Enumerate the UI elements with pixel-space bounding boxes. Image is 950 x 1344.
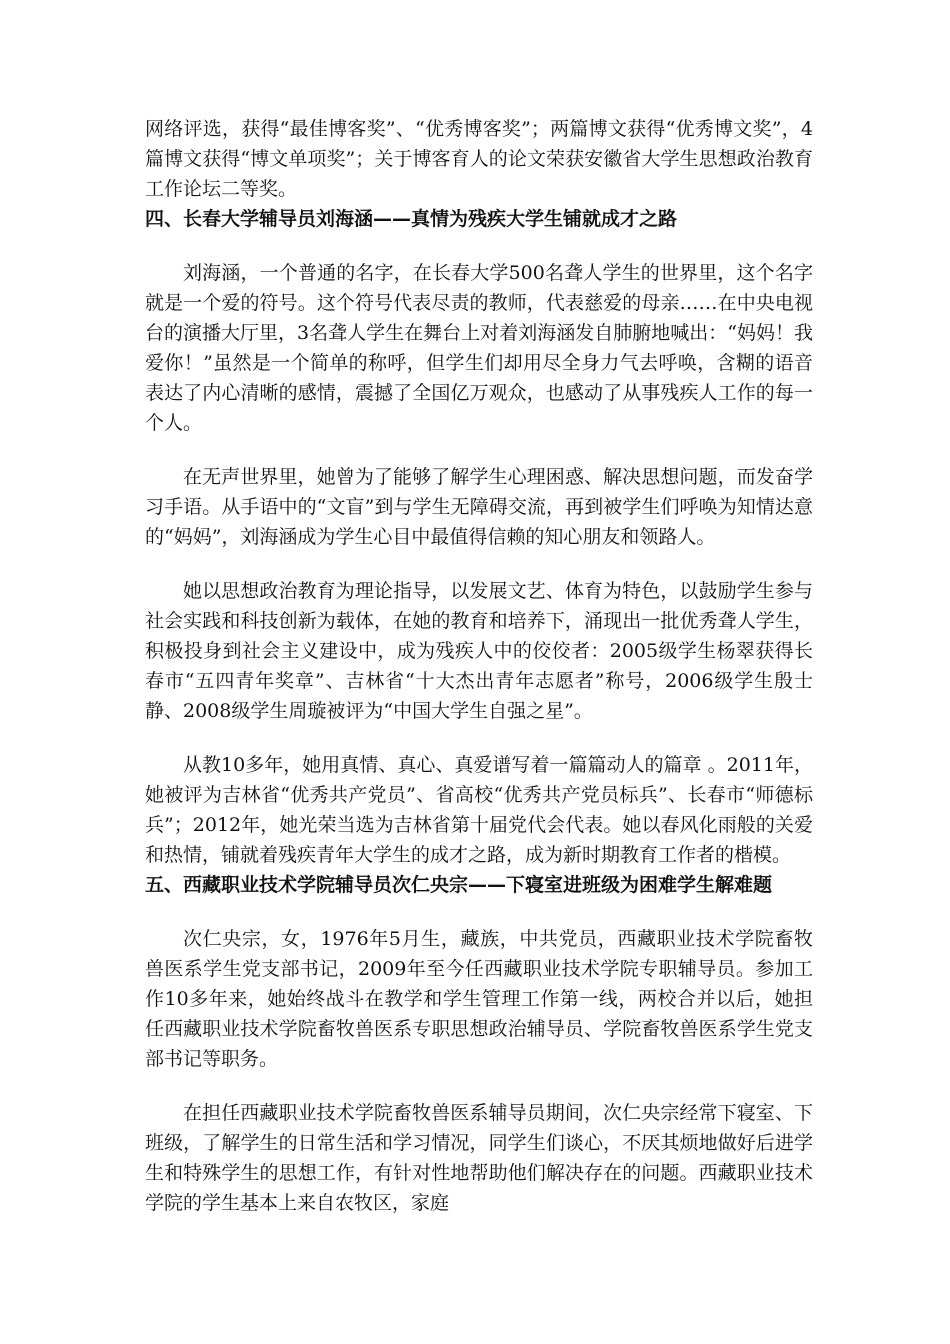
section-4-heading: 四、长春大学辅导员刘海涵——真情为残疾大学生铺就成才之路 xyxy=(145,208,678,230)
section-4-paragraph-1: 刘海涵，一个普通的名字，在长春大学500名聋人学生的世界里，这个名字就是一个爱的符号。这个符号代表尽责的教师，代表慈爱的母亲……在中央电视台的演播大厅里，3名聋人学生在舞台上对着刘海涵发自肺腑地喊出：“妈妈！我爱你！”虽然是一个简单的称呼，但学生们却用尽全身力气去呼唤，含糊的语音表达了内心清晰的感情，震撼了全国亿万观众，也感动了从事残疾人工作的每一个人。 xyxy=(145,262,813,434)
section-5-paragraph-1: 次仁央宗，女，1976年5月生，藏族，中共党员，西藏职业技术学院畜牧兽医系学生党支部书记，2009年至今任西藏职业技术学院专职辅导员。参加工作10多年来，她始终战斗在教学和学生管理工作第一线，两校合并以后，她担任西藏职业技术学院畜牧兽医系专职思想政治辅导员、学院畜牧兽医系学生党支部书记等职务。 xyxy=(145,928,813,1070)
document-page xyxy=(145,114,813,1218)
section-4-paragraph-4: 从教10多年，她用真情、真心、真爱谱写着一篇篇动人的篇章 。2011年，她被评为吉林省“优秀共产党员”、省高校“优秀共产党员标兵”、长春市“师德标兵”；2012年，她光荣当选为吉林省第十届党代会代表。她以春风化雨般的关爱和热情，铺就着残疾青年大学生的成才之路，成为新时期教育工作者的楷模。 xyxy=(145,754,813,866)
section-4-paragraph-2: 在无声世界里，她曾为了能够了解学生心理困惑、解决思想问题，而发奋学习手语。从手语中的“文盲”到与学生无障碍交流，再到被学生们呼唤为知情达意的“妈妈”，刘海涵成为学生心目中最值得信赖的知心朋友和领路人。 xyxy=(145,466,813,548)
section-5-paragraph-2: 在担任西藏职业技术学院畜牧兽医系辅导员期间，次仁央宗经常下寝室、下班级，了解学生的日常生活和学习情况，同学生们谈心，不厌其烦地做好后进学生和特殊学生的思想工作，有针对性地帮助他们解决存在的问题。西藏职业技术学院的学生基本上来自农牧区，家庭 xyxy=(145,1102,813,1214)
section-5-heading: 五、西藏职业技术学院辅导员次仁央宗——下寝室进班级为困难学生解难题 xyxy=(145,874,773,896)
intro-paragraph: 网络评选，获得“最佳博客奖”、“优秀博客奖”；两篇博文获得“优秀博文奖”，4篇博文获得“博文单项奖”；关于博客育人的论文荣获安徽省大学生思想政治教育工作论坛二等奖。 xyxy=(145,118,813,200)
section-4-paragraph-3: 她以思想政治教育为理论指导，以发展文艺、体育为特色，以鼓励学生参与社会实践和科技创新为载体，在她的教育和培养下，涌现出一批优秀聋人学生，积极投身到社会主义建设中，成为残疾人中的佼佼者：2005级学生杨翠获得长春市“五四青年奖章”、吉林省“十大杰出青年志愿者”称号，2006级学生殷士静、2008级学生周璇被评为“中国大学生自强之星”。 xyxy=(145,580,813,722)
